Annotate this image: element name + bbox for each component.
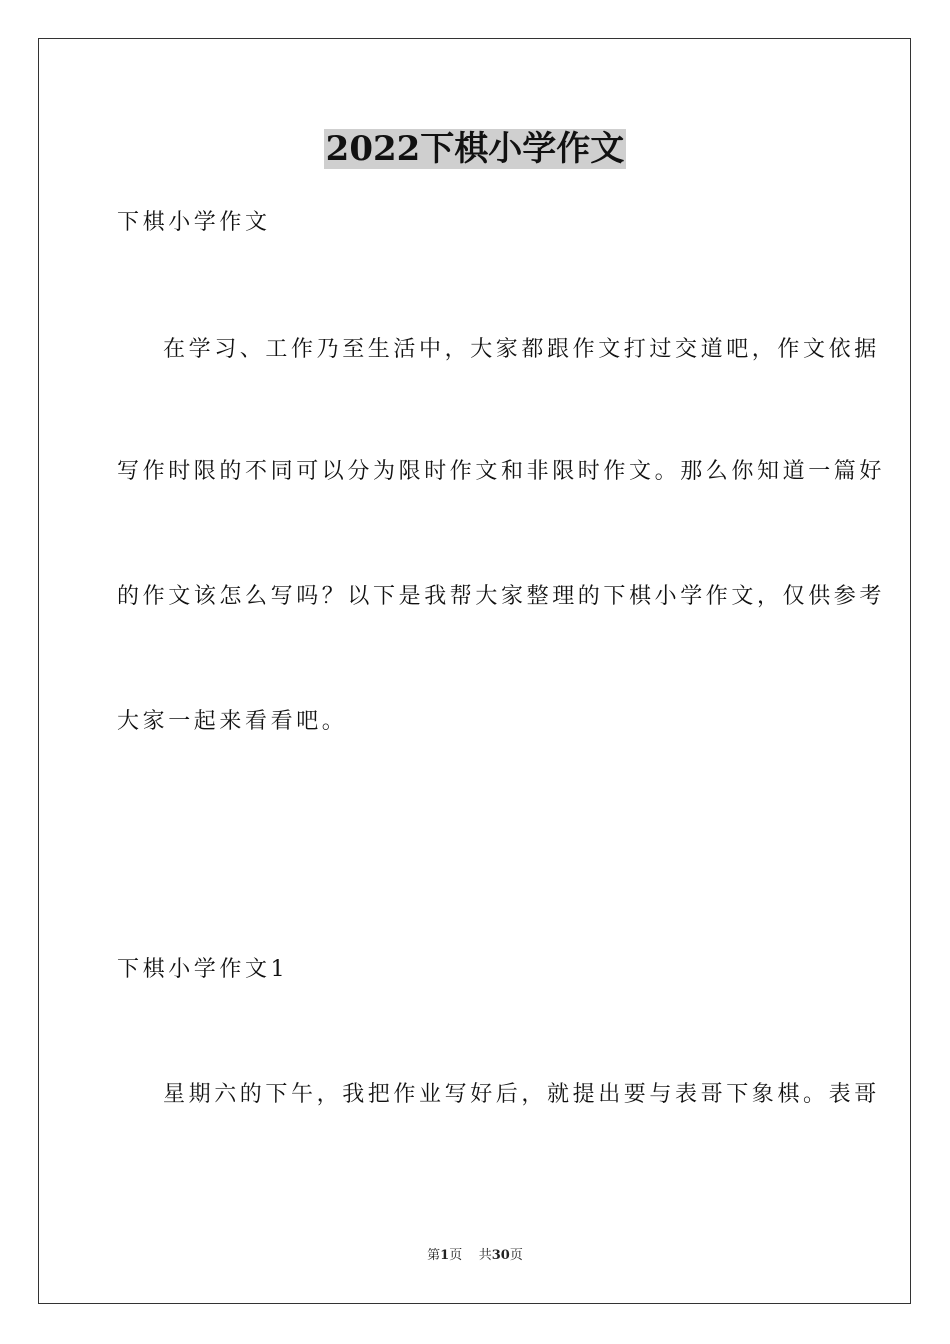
footer-page-unit: 页 (449, 1248, 463, 1263)
footer-page-total: 30 (491, 1248, 510, 1263)
page-footer (0, 1247, 950, 1265)
intro-line-2: 写作时限的不同可以分为限时作文和非限时作文。那么你知道一篇好 (117, 459, 886, 484)
body-line-1: 星期六的下午，我把作业写好后，就提出要与表哥下象棋。表哥 (163, 1082, 880, 1107)
footer-page-current: 1 (440, 1248, 450, 1263)
footer-page-prefix: 第 (427, 1248, 441, 1263)
section-heading: 下棋小学作文1 (117, 957, 289, 982)
footer-total-unit: 页 (509, 1248, 523, 1263)
footer-total-prefix: 共 (478, 1248, 492, 1263)
document-title-text: 2022下棋小学作文 (325, 129, 625, 169)
intro-line-4: 大家一起来看看吧。 (117, 709, 348, 734)
intro-line-1: 在学习、工作乃至生活中，大家都跟作文打过交道吧，作文依据 (163, 337, 880, 362)
intro-line-3: 的作文该怎么写吗？以下是我帮大家整理的下棋小学作文，仅供参考 (117, 584, 886, 609)
document-subtitle: 下棋小学作文 (117, 210, 271, 235)
document-title (0, 128, 950, 170)
